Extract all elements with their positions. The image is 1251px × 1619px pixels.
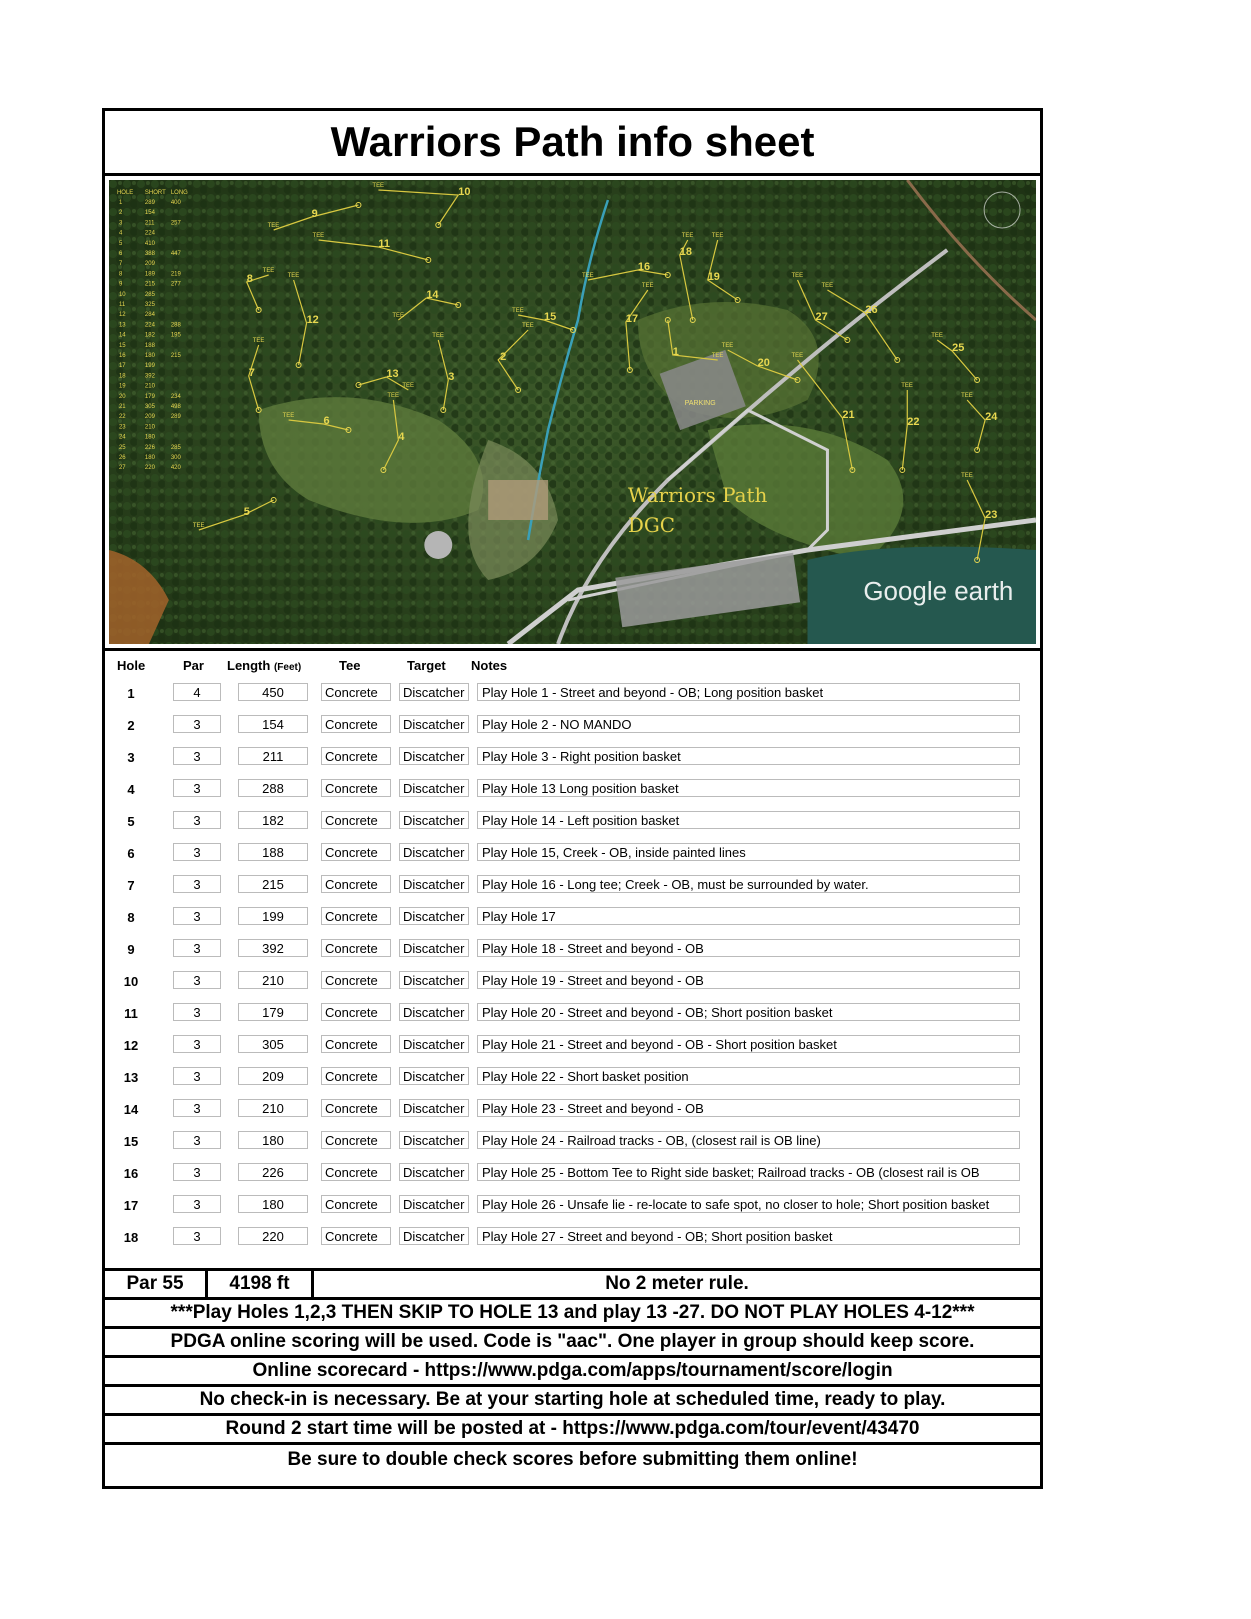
legend-cell: 22 [118, 414, 126, 421]
target-field[interactable]: Discatcher [399, 971, 469, 989]
legend-cell: 27 [118, 465, 126, 472]
hole-number-label: 4 [398, 430, 405, 444]
tee-label: TEE [512, 307, 524, 315]
length-field[interactable]: 220 [238, 1227, 308, 1245]
length-field[interactable]: 188 [238, 843, 308, 861]
legend-cell: 23 [118, 424, 126, 431]
tee-field[interactable]: Concrete [321, 971, 391, 989]
legend-cell: 154 [144, 210, 155, 217]
hole-number-label: 1 [672, 345, 679, 359]
legend-cell: 388 [144, 250, 155, 258]
legend-cell: 199 [144, 363, 155, 370]
tee-field[interactable]: Concrete [321, 715, 391, 733]
tee-field[interactable]: Concrete [321, 1227, 391, 1245]
hole-number-label: 5 [243, 505, 250, 519]
legend-cell: 8 [118, 271, 123, 278]
legend-cell: 209 [144, 414, 155, 421]
hole-number-label: 6 [323, 414, 330, 428]
legend-cell: 180 [144, 352, 155, 360]
legend-cell: 288 [170, 322, 181, 329]
table-row [105, 1225, 1040, 1249]
legend-cell: 215 [144, 281, 155, 288]
notes-field[interactable]: Play Hole 27 - Street and beyond - OB; Short position basket [477, 1227, 1020, 1245]
table-row [105, 841, 1040, 865]
tee-field[interactable]: Concrete [321, 875, 391, 893]
hole-number-label: 8 [246, 272, 253, 286]
tee-field[interactable]: Concrete [321, 779, 391, 797]
target-field[interactable]: Discatcher [399, 1227, 469, 1245]
tee-label: TEE [961, 472, 973, 480]
hole-number-label: 27 [815, 310, 828, 324]
hole-number-label: 17 [625, 312, 639, 326]
target-field[interactable]: Discatcher [399, 1163, 469, 1181]
target-field[interactable]: Discatcher [399, 1003, 469, 1021]
legend-cell: 224 [144, 230, 155, 237]
hole-number: 11 [124, 1006, 138, 1021]
length-field[interactable]: 179 [238, 1003, 308, 1021]
legend-cell: 220 [144, 465, 155, 472]
hole-number: 5 [127, 814, 135, 829]
par-field[interactable]: 3 [173, 1195, 221, 1213]
par-field[interactable]: 3 [173, 811, 221, 829]
hole-number: 15 [123, 1134, 139, 1149]
hole-number: 9 [127, 942, 135, 957]
par-field[interactable]: 3 [173, 1003, 221, 1021]
hole-number: 6 [127, 846, 135, 861]
summary-bar [105, 1271, 1040, 1300]
tee-label: TEE [681, 232, 694, 240]
table-row [105, 1065, 1040, 1089]
notice-online-scorecard: Online scorecard - https://www.pdga.com/apps/tournament/score/login [105, 1358, 1040, 1387]
legend-cell: 3 [118, 220, 123, 227]
hole-number: 10 [123, 974, 139, 989]
notes-field[interactable]: Play Hole 18 - Street and beyond - OB [477, 939, 1020, 957]
hole-number: 18 [123, 1230, 139, 1245]
target-field[interactable]: Discatcher [399, 779, 469, 797]
tee-label: TEE [581, 272, 594, 280]
legend-cell: 9 [118, 281, 123, 288]
hole-number-label: 11 [378, 237, 391, 251]
tee-label: TEE [392, 312, 405, 320]
legend-cell: 21 [118, 403, 126, 411]
par-field[interactable]: 3 [173, 971, 221, 989]
tee-label: TEE [282, 412, 295, 420]
legend-cell: 210 [144, 424, 155, 431]
notes-field[interactable]: Play Hole 26 - Unsafe lie - re-locate to safe spot, no closer to hole; Short position basket [477, 1195, 1020, 1213]
length-field[interactable]: 154 [238, 715, 308, 733]
length-field[interactable]: 211 [238, 747, 308, 765]
legend-header: LONG [170, 189, 188, 197]
hole-number-label: 3 [448, 370, 455, 384]
hole-number-label: 23 [985, 508, 998, 522]
tee-label: TEE [387, 392, 400, 400]
table-row [105, 1129, 1040, 1153]
notes-field[interactable]: Play Hole 25 - Bottom Tee to Right side basket; Railroad tracks - OB (closest rail is OB [477, 1163, 1020, 1181]
legend-cell: 180 [144, 454, 155, 462]
legend-cell: 325 [144, 301, 155, 309]
table-row [105, 969, 1040, 993]
notes-field[interactable]: Play Hole 20 - Street and beyond - OB; Short position basket [477, 1003, 1020, 1021]
legend-cell: 284 [144, 312, 155, 319]
table-row [105, 1161, 1040, 1185]
length-field[interactable]: 199 [238, 907, 308, 925]
table-row [105, 681, 1040, 705]
target-field[interactable]: Discatcher [399, 683, 469, 701]
tee-field[interactable]: Concrete [321, 907, 391, 925]
hole-number: 1 [127, 686, 135, 701]
length-field[interactable]: 182 [238, 811, 308, 829]
tee-field[interactable]: Concrete [321, 1035, 391, 1053]
hole-number: 4 [127, 782, 135, 797]
length-field[interactable]: 450 [238, 683, 308, 701]
par-field[interactable]: 3 [173, 875, 221, 893]
hole-number-label: 22 [907, 415, 920, 429]
target-field[interactable]: Discatcher [399, 811, 469, 829]
tee-label: TEE [711, 352, 724, 360]
par-field[interactable]: 3 [173, 1227, 221, 1245]
par-field[interactable]: 3 [173, 1163, 221, 1181]
hole-number: 17 [123, 1198, 139, 1213]
legend-cell: 7 [118, 261, 123, 268]
google-earth-logo: Google earth [863, 575, 1014, 607]
legend-cell: 400 [170, 199, 181, 207]
tee-label: TEE [252, 337, 265, 345]
legend-cell: 26 [118, 454, 126, 462]
legend-cell: 2 [118, 210, 123, 217]
table-row [105, 1097, 1040, 1121]
legend-cell: 4 [118, 230, 123, 237]
legend-cell: 12 [118, 312, 126, 319]
legend-cell: 180 [144, 434, 155, 441]
tee-label: TEE [262, 267, 275, 275]
notes-field[interactable]: Play Hole 1 - Street and beyond - OB; Long position basket [477, 683, 1020, 701]
notice-double-check: Be sure to double check scores before submitting them online! [287, 1448, 858, 1470]
hole-number-label: 14 [426, 288, 439, 302]
legend-cell: 209 [144, 261, 155, 268]
par-field[interactable]: 3 [173, 939, 221, 957]
length-field[interactable]: 210 [238, 1099, 308, 1117]
legend-cell: 18 [118, 373, 126, 380]
table-row [105, 873, 1040, 897]
legend-cell: 25 [118, 444, 126, 451]
table-row [105, 905, 1040, 929]
table-row [105, 1193, 1040, 1217]
legend-cell: 13 [118, 322, 126, 329]
course-map [105, 176, 1040, 651]
notes-field[interactable]: Play Hole 23 - Street and beyond - OB [477, 1099, 1020, 1117]
legend-cell: 289 [144, 199, 155, 207]
length-field[interactable]: 226 [238, 1163, 308, 1181]
hole-number: 14 [123, 1102, 139, 1117]
par-field[interactable]: 3 [173, 1099, 221, 1117]
tee-label: TEE [192, 522, 205, 530]
notes-field[interactable]: Play Hole 15, Creek - OB, inside painted lines [477, 843, 1020, 861]
legend-cell: 215 [170, 352, 181, 360]
table-row [105, 745, 1040, 769]
legend-header: HOLE [116, 189, 134, 197]
header-target: Target [407, 658, 446, 673]
tee-field[interactable]: Concrete [321, 1131, 391, 1149]
target-field[interactable]: Discatcher [399, 1131, 469, 1149]
notes-field[interactable]: Play Hole 3 - Right position basket [477, 747, 1020, 765]
notes-field[interactable]: Play Hole 24 - Railroad tracks - OB, (closest rail is OB line) [477, 1131, 1020, 1149]
tee-field[interactable]: Concrete [321, 843, 391, 861]
legend-cell: 234 [170, 393, 181, 400]
tee-label: TEE [641, 282, 654, 290]
legend-cell: 1 [118, 199, 123, 207]
table-row [105, 809, 1040, 833]
tee-label: TEE [372, 182, 385, 190]
legend-cell: 285 [144, 291, 155, 298]
header-notes: Notes [471, 658, 508, 673]
tee-field[interactable]: Concrete [321, 811, 391, 829]
hole-number: 8 [127, 910, 135, 925]
legend-cell: 10 [118, 291, 126, 298]
hole-number-label: 9 [311, 207, 318, 221]
par-field[interactable]: 3 [173, 843, 221, 861]
length-field[interactable]: 180 [238, 1195, 308, 1213]
par-field[interactable]: 3 [173, 747, 221, 765]
notes-field[interactable]: Play Hole 13 Long position basket [477, 779, 1020, 797]
legend-cell: 498 [170, 403, 181, 411]
legend-cell: 6 [118, 250, 123, 258]
notes-field[interactable]: Play Hole 2 - NO MANDO [477, 715, 1020, 733]
legend-cell: 188 [144, 342, 155, 349]
hole-number-label: 20 [757, 356, 770, 370]
legend-cell: 182 [144, 332, 155, 339]
length-field[interactable]: 180 [238, 1131, 308, 1149]
notice-check-in: No check-in is necessary. Be at your starting hole at scheduled time, ready to play. [105, 1387, 1040, 1416]
hole-number-label: 26 [865, 303, 878, 317]
tee-label: TEE [312, 232, 325, 240]
legend-cell: 305 [144, 403, 155, 411]
legend-cell: 5 [118, 240, 123, 247]
notes-field[interactable]: Play Hole 21 - Street and beyond - OB - Short position basket [477, 1035, 1020, 1053]
header-tee: Tee [339, 658, 361, 673]
length-field[interactable]: 288 [238, 779, 308, 797]
tee-field[interactable]: Concrete [321, 1195, 391, 1213]
target-field[interactable]: Discatcher [399, 747, 469, 765]
legend-cell: 15 [118, 342, 126, 349]
total-par: Par 55 [105, 1271, 208, 1297]
length-field[interactable]: 215 [238, 875, 308, 893]
par-field[interactable]: 3 [173, 715, 221, 733]
legend-cell: 24 [118, 434, 126, 441]
hole-number: 16 [123, 1166, 139, 1181]
tee-field[interactable]: Concrete [321, 939, 391, 957]
target-field[interactable]: Discatcher [399, 1035, 469, 1053]
legend-cell: 392 [144, 373, 155, 380]
header-hole: Hole [117, 658, 146, 673]
hole-number-label: 7 [248, 366, 255, 380]
table-row [105, 777, 1040, 801]
hole-table [105, 651, 1040, 1271]
hole-number: 3 [127, 750, 135, 765]
tee-label: TEE [931, 332, 943, 340]
target-field[interactable]: Discatcher [399, 1067, 469, 1085]
tee-label: TEE [432, 332, 444, 340]
tee-field[interactable]: Concrete [321, 747, 391, 765]
legend-cell: 16 [118, 352, 126, 360]
tee-field[interactable]: Concrete [321, 1099, 391, 1117]
target-field[interactable]: Discatcher [399, 843, 469, 861]
legend-cell: 410 [144, 240, 155, 247]
header-length: Length (Feet) [227, 658, 302, 673]
header-par: Par [183, 658, 204, 673]
target-field[interactable]: Discatcher [399, 1195, 469, 1213]
hole-number-label: 19 [707, 270, 720, 284]
table-row [105, 937, 1040, 961]
hole-number-label: 10 [458, 185, 471, 199]
target-field[interactable]: Discatcher [399, 1099, 469, 1117]
legend-cell: 420 [170, 465, 181, 472]
hole-number-label: 21 [842, 408, 855, 422]
notice-pdga-scoring: PDGA online scoring will be used. Code is "aac". One player in group should keep score. [105, 1329, 1040, 1358]
tee-label: TEE [721, 342, 734, 350]
target-field[interactable]: Discatcher [399, 875, 469, 893]
target-field[interactable]: Discatcher [399, 715, 469, 733]
par-field[interactable]: 3 [173, 779, 221, 797]
length-field[interactable]: 305 [238, 1035, 308, 1053]
target-field[interactable]: Discatcher [399, 939, 469, 957]
par-field[interactable]: 3 [173, 907, 221, 925]
table-row [105, 1033, 1040, 1057]
legend-cell: 14 [118, 332, 126, 339]
legend-cell: 257 [170, 220, 181, 227]
hole-number: 2 [127, 718, 135, 733]
legend-cell: 19 [118, 383, 126, 390]
total-length: 4198 ft [208, 1271, 314, 1297]
hole-number: 13 [123, 1070, 139, 1085]
legend-cell: 285 [170, 444, 181, 451]
notes-field[interactable]: Play Hole 17 [477, 907, 1020, 925]
legend-cell: 277 [170, 281, 181, 288]
legend-cell: 300 [170, 454, 181, 462]
tee-label: TEE [287, 272, 300, 280]
info-sheet [102, 108, 1043, 1489]
par-field[interactable]: 3 [173, 1035, 221, 1053]
length-field[interactable]: 210 [238, 971, 308, 989]
course-label-line1: Warriors Path [627, 482, 768, 508]
legend-header: SHORT [144, 189, 166, 197]
tee-label: TEE [901, 382, 913, 390]
hole-number-label: 2 [500, 350, 507, 364]
legend-cell: 195 [170, 332, 181, 339]
legend-cell: 219 [170, 271, 181, 278]
course-label-line2: DGC [627, 512, 676, 538]
parking-label: PARKING [684, 399, 716, 408]
hole-number-label: 13 [386, 367, 399, 381]
notice-play-holes: ***Play Holes 1,2,3 THEN SKIP TO HOLE 13 and play 13 -27. DO NOT PLAY HOLES 4-12*** [105, 1300, 1040, 1329]
legend-cell: 211 [144, 220, 155, 227]
tee-label: TEE [267, 222, 280, 230]
notes-field[interactable]: Play Hole 22 - Short basket position [477, 1067, 1020, 1085]
legend-cell: 289 [170, 414, 181, 421]
tee-label: TEE [791, 272, 804, 280]
tee-field[interactable]: Concrete [321, 683, 391, 701]
notes-field[interactable]: Play Hole 14 - Left position basket [477, 811, 1020, 829]
hole-number-label: 24 [985, 410, 998, 424]
legend-cell: 189 [144, 271, 155, 278]
par-field[interactable]: 3 [173, 1067, 221, 1085]
par-field[interactable]: 4 [173, 683, 221, 701]
table-row [105, 1001, 1040, 1025]
hole-number: 7 [127, 878, 135, 893]
legend-cell: 179 [144, 393, 155, 400]
legend-cell: 226 [144, 444, 155, 451]
hole-number-label: 18 [679, 245, 692, 259]
tee-label: TEE [402, 382, 414, 390]
notes-field[interactable]: Play Hole 19 - Street and beyond - OB [477, 971, 1020, 989]
legend-cell: 20 [118, 393, 126, 400]
table-header [105, 656, 1040, 676]
length-field[interactable]: 392 [238, 939, 308, 957]
legend-cell: 210 [144, 383, 155, 390]
tee-label: TEE [961, 392, 973, 400]
legend-cell: 224 [144, 322, 155, 329]
tee-label: TEE [821, 282, 834, 290]
hole-number-label: 25 [952, 341, 965, 355]
length-field[interactable]: 209 [238, 1067, 308, 1085]
hole-number: 12 [123, 1038, 139, 1053]
legend-cell: 17 [118, 363, 126, 370]
legend-cell: 447 [170, 250, 181, 258]
notice-round2: Round 2 start time will be posted at - https://www.pdga.com/tour/event/43470 [105, 1416, 1040, 1445]
tee-label: TEE [711, 232, 724, 240]
tee-field[interactable]: Concrete [321, 1003, 391, 1021]
tee-label: TEE [522, 322, 534, 330]
target-field[interactable]: Discatcher [399, 907, 469, 925]
tee-label: TEE [791, 352, 804, 360]
aerial-map-image [109, 180, 1036, 644]
notes-field[interactable]: Play Hole 16 - Long tee; Creek - OB, must be surrounded by water. [477, 875, 1020, 893]
hole-number-label: 15 [544, 310, 557, 324]
tee-field[interactable]: Concrete [321, 1163, 391, 1181]
legend-cell: 11 [118, 301, 126, 309]
two-meter-rule: No 2 meter rule. [605, 1273, 749, 1294]
tee-field[interactable]: Concrete [321, 1067, 391, 1085]
par-field[interactable]: 3 [173, 1131, 221, 1149]
table-row [105, 713, 1040, 737]
hole-number-label: 12 [306, 313, 319, 327]
sheet-title: Warriors Path info sheet [105, 111, 1040, 176]
hole-number-label: 16 [637, 260, 651, 274]
